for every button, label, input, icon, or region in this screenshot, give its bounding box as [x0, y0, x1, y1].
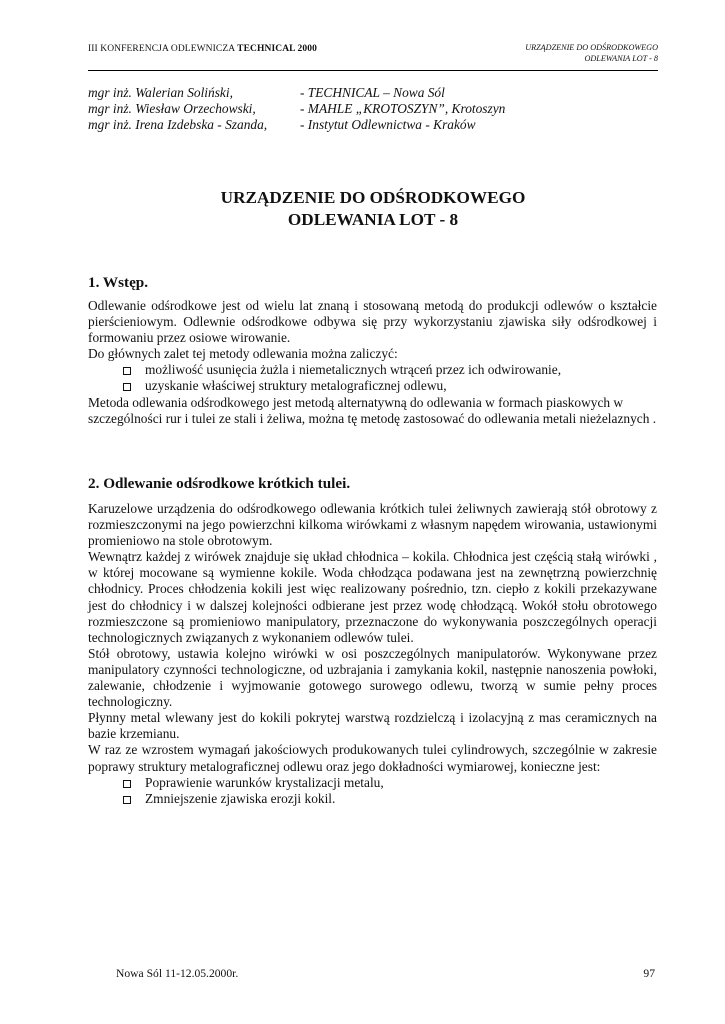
checkbox-bullet-icon	[123, 780, 131, 788]
paragraph: Wewnątrz każdej z wirówek znajduje się układ chłodnica – kokila. Chłodnica jest częścią stałą wirówki , w której mocowane są wymienne kokile. Woda chłodząca podawana jest na zewnętrzną powierzchnię chłodnicy. Proces chłodzenia kokili jest więc realizowany pośrednio, tzn. ciepło z kokili przekazywane jest do chłodnicy i w dalszej kolejności odbierane jest przez wodę chłodzącą. Wokół stołu obrotowego rozmieszczone są promieniowo manipulatory, przeznaczone do wykonywania poszczególnych operacji technologicznych związanych z wykonaniem odlewów tulei.	[88, 549, 657, 645]
list-item	[88, 362, 657, 378]
paragraph: Płynny metal wlewany jest do kokili pokrytej warstwą rozdzielczą i izolacyjną z mas ceramicznych na bazie krzemianu.	[88, 710, 657, 742]
conference-label: III KONFERENCJA ODLEWNICZA	[88, 44, 238, 54]
author-name: mgr inż. Wiesław Orzechowski,	[88, 101, 256, 116]
author-affiliation: - MAHLE „KROTOSZYN”, Krotoszyn	[300, 101, 506, 116]
paper-title	[88, 187, 658, 231]
bullet-list	[88, 362, 657, 394]
section-2-body	[88, 501, 657, 807]
list-item	[88, 775, 657, 791]
paragraph: Karuzelowe urządzenia do odśrodkowego odlewania krótkich tulei żeliwnych zawierają stół obrotowy z rozmieszczonymi na jego powierzchni kilkoma wirówkami z własnym napędem wirowania, ustawionymi promieniowo na stole obrotowym.	[88, 501, 657, 549]
section-2-heading: 2. Odlewanie odśrodkowe krótkich tulei.	[88, 475, 351, 492]
page-header	[88, 40, 658, 71]
conference-bold-label: TECHNICAL 2000	[237, 44, 317, 54]
author-row	[88, 101, 505, 117]
list-item	[88, 791, 657, 807]
author-affiliation: - TECHNICAL – Nowa Sól	[300, 85, 445, 100]
running-title-line-1: URZĄDZENIE DO ODŚRODKOWEGO	[525, 43, 658, 52]
paragraph: W raz ze wzrostem wymagań jakościowych produkowanych tulei cylindrowych, szczególnie w zakresie poprawy struktury metalograficznej odlewu oraz jego dokładności wymiarowej, konieczne jest:	[88, 742, 657, 774]
paragraph: Do głównych zalet tej metody odlewania można zaliczyć:	[88, 346, 398, 362]
author-name: mgr inż. Walerian Soliński,	[88, 85, 233, 100]
author-row	[88, 117, 505, 133]
paragraph: Stół obrotowy, ustawia kolejno wirówki w osi poszczególnych manipulatorów. Wykonywane przez manipulatory czynności technologiczne, od uzbrajania i zamykania kokil, następnie nanoszenia powłoki, zalewanie, chłodzenie i wyjmowanie gotowego surowego odlewu, tworzą w sumie pełny proces technologiczny.	[88, 645, 657, 710]
running-title-line-2: ODLEWANIA LOT - 8	[584, 54, 658, 63]
footer-place-date: Nowa Sól 11-12.05.2000r.	[116, 967, 239, 980]
running-title	[525, 42, 658, 64]
checkbox-bullet-icon	[123, 796, 131, 804]
list-item-text: uzyskanie właściwej struktury metalograficznej odlewu,	[145, 378, 447, 394]
page-number: 97	[643, 967, 655, 980]
bullet-list	[88, 775, 657, 807]
list-item-text: Zmniejszenie zjawiska erozji kokil.	[145, 790, 336, 806]
author-name: mgr inż. Irena Izdebska - Szanda,	[88, 117, 268, 132]
conference-name	[88, 44, 317, 54]
section-1-body	[88, 298, 657, 427]
paper-title-line-1: URZĄDZENIE DO ODŚRODKOWEGO	[220, 188, 526, 207]
paragraph: Metoda odlewania odśrodkowego jest metodą alternatywną do odlewania w formach piaskowych w szczególności rur i tulei ze stali i żeliwa, można tę metodę zastosować do odlewania metali nieżelaznych .	[88, 394, 657, 426]
checkbox-bullet-icon	[123, 383, 131, 391]
author-row	[88, 85, 505, 101]
author-affiliation: - Instytut Odlewnictwa - Kraków	[300, 117, 476, 132]
section-1-heading: 1. Wstęp.	[88, 274, 149, 291]
author-list	[88, 85, 505, 133]
checkbox-bullet-icon	[123, 367, 131, 375]
list-item	[88, 378, 657, 394]
paper-title-line-2: ODLEWANIA LOT - 8	[287, 210, 459, 229]
list-item-text: Poprawienie warunków krystalizacji metalu,	[145, 774, 384, 790]
paragraph: Odlewanie odśrodkowe jest od wielu lat znaną i stosowaną metodą do produkcji odlewów o kształcie pierścieniowym. Odlewnie odśrodkowe odbywa się przy wykorzystaniu zjawiska siły odśrodkowej i formowaniu przez osiowe wirowanie.	[88, 298, 657, 346]
list-item-text: możliwość usunięcia żużla i niemetalicznych wtrąceń przez ich odwirowanie,	[145, 362, 562, 378]
